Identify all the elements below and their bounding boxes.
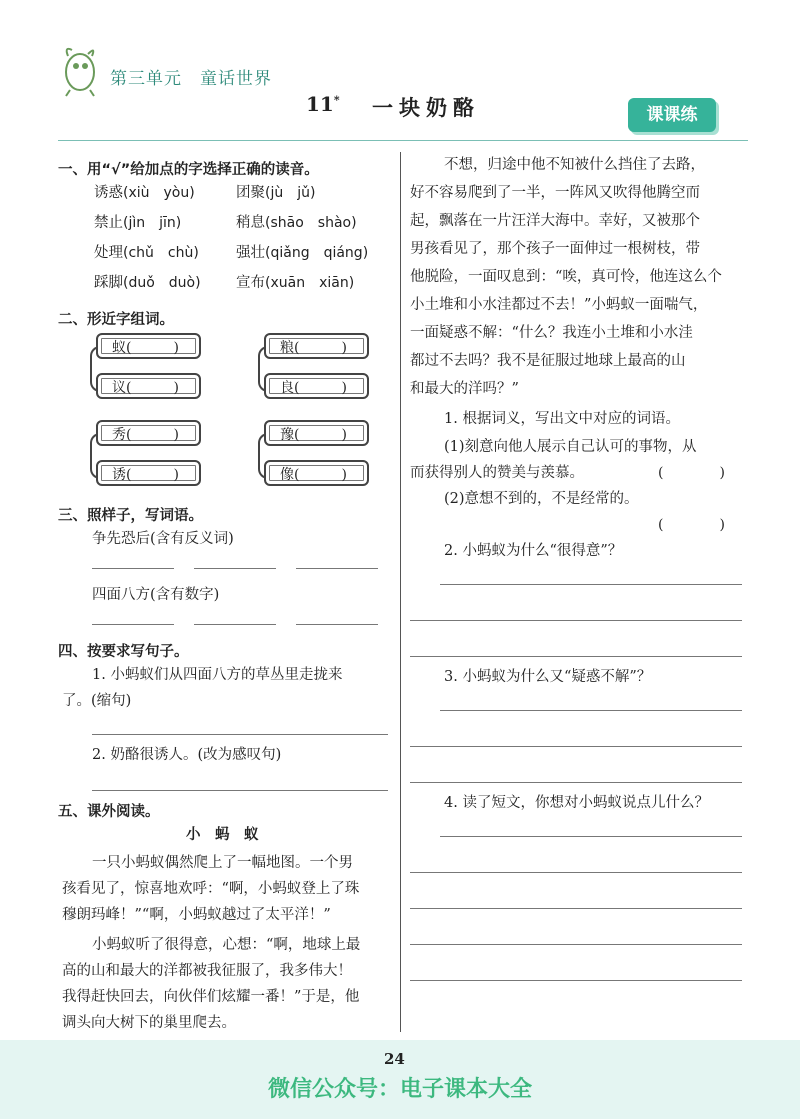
story-line: 我得赶快回去，向伙伴们炫耀一番！”于是，他 <box>62 989 360 1005</box>
word-box[interactable]: 诱( ) <box>96 460 201 486</box>
pinyin-item[interactable]: 强壮(qiǎng qiáng) <box>236 245 369 261</box>
question-text: 1. 小蚂蚁们从四面八方的草丛里走拢来 <box>92 667 343 683</box>
word-box[interactable]: 豫( ) <box>264 420 369 446</box>
word-box[interactable]: 粮( ) <box>264 333 369 359</box>
pinyin-item[interactable]: 团聚(jù jǔ) <box>236 185 316 201</box>
section-5-title: 五、课外阅读。 <box>58 804 160 820</box>
word-box[interactable]: 议( ) <box>96 373 201 399</box>
question-3: 3. 小蚂蚁为什么又“疑惑不解”？ <box>444 669 652 685</box>
answer-line[interactable] <box>296 624 378 625</box>
page-number: 24 <box>384 1050 405 1068</box>
unit-title: 第三单元 童话世界 <box>110 69 272 89</box>
header-divider <box>58 140 748 141</box>
answer-line[interactable] <box>410 944 742 945</box>
column-divider <box>400 152 401 1032</box>
word-box[interactable]: 秀( ) <box>96 420 201 446</box>
section-3-title: 三、照样子，写词语。 <box>58 508 203 524</box>
question-text: 2. 奶酪很诱人。(改为感叹句) <box>92 747 282 763</box>
pinyin-item[interactable]: 诱惑(xiù yòu) <box>94 185 195 201</box>
story-line: 一面疑惑不解：“什么？我连小土堆和小水洼 <box>410 325 693 341</box>
watermark-text: 微信公众号：电子课本大全 <box>267 1077 532 1102</box>
story-line: 一只小蚂蚁偶然爬上了一幅地图。一个男 <box>92 855 353 871</box>
answer-line[interactable] <box>410 620 742 621</box>
story-line: 不想，归途中他不知被什么挡住了去路， <box>444 157 705 173</box>
answer-line[interactable] <box>410 746 742 747</box>
story-line: 好不容易爬到了一半，一阵风又吹得他腾空而 <box>410 185 700 201</box>
lesson-number: 11* <box>306 92 340 116</box>
pinyin-item[interactable]: 禁止(jìn jīn) <box>94 215 182 231</box>
answer-paren[interactable]: ( ) <box>658 465 725 481</box>
story-line: 小土堆和小水洼都过不去！”小蚂蚁一面喘气， <box>410 297 708 313</box>
answer-line[interactable] <box>194 624 276 625</box>
story-line: 和最大的洋吗？” <box>410 381 519 397</box>
pinyin-item[interactable]: 踩脚(duǒ duò) <box>94 275 201 291</box>
question-1: 1. 根据词义，写出文中对应的词语。 <box>444 411 680 427</box>
answer-line[interactable] <box>194 568 276 569</box>
story-line: 起，飘落在一片汪洋大海中。幸好，又被那个 <box>410 213 700 229</box>
word-box[interactable]: 良( ) <box>264 373 369 399</box>
answer-line[interactable] <box>440 836 742 837</box>
practice-badge: 课课练 <box>628 98 716 132</box>
story-line: 都过不去吗？我不是征服过地球上最高的山 <box>410 353 686 369</box>
question-1-1: (1)刻意向他人展示自己认可的事物，从 <box>444 439 697 455</box>
story-line: 他脱险，一面叹息到：“唉，真可怜，他连这么个 <box>410 269 722 285</box>
example-2: 四面八方(含有数字) <box>92 587 220 603</box>
story-line: 调头向大树下的巢里爬去。 <box>62 1015 236 1031</box>
pinyin-item[interactable]: 处理(chǔ chù) <box>94 245 199 261</box>
story-line: 小蚂蚁听了很得意，心想：“啊，地球上最 <box>92 937 361 953</box>
answer-line[interactable] <box>440 710 742 711</box>
question-1-1: 而获得别人的赞美与羡慕。 <box>410 465 584 481</box>
answer-line[interactable] <box>296 568 378 569</box>
cartoon-logo-icon <box>58 44 104 98</box>
section-1-title: 一、用“√”给加点的字选择正确的读音。 <box>58 162 319 178</box>
answer-line[interactable] <box>410 980 742 981</box>
answer-line[interactable] <box>92 790 388 791</box>
section-2-title: 二、形近字组词。 <box>58 312 174 328</box>
story-line: 高的山和最大的洋都被我征服了，我多伟大！ <box>62 963 352 979</box>
answer-line[interactable] <box>410 908 742 909</box>
story-line: 男孩看见了，那个孩子一面伸过一根树枝，带 <box>410 241 700 257</box>
answer-line[interactable] <box>92 624 174 625</box>
question-text: 了。(缩句) <box>62 693 132 709</box>
word-box[interactable]: 蚁( ) <box>96 333 201 359</box>
lesson-title: 一块奶酪 <box>372 95 480 120</box>
story-line: 孩看见了，惊喜地欢呼：“啊，小蚂蚁登上了珠 <box>62 881 360 897</box>
story-line: 穆朗玛峰！”“啊，小蚂蚁越过了太平洋！” <box>62 907 331 923</box>
answer-line[interactable] <box>440 584 742 585</box>
pinyin-item[interactable]: 稍息(shāo shào) <box>236 215 357 231</box>
answer-line[interactable] <box>410 872 742 873</box>
answer-line[interactable] <box>410 656 742 657</box>
answer-line[interactable] <box>410 782 742 783</box>
answer-line[interactable] <box>92 568 174 569</box>
question-4: 4. 读了短文，你想对小蚂蚁说点儿什么？ <box>444 795 709 811</box>
answer-line[interactable] <box>92 734 388 735</box>
section-4-title: 四、按要求写句子。 <box>58 644 189 660</box>
question-2: 2. 小蚂蚁为什么“很得意”？ <box>444 543 623 559</box>
example-1: 争先恐后(含有反义词) <box>92 531 234 547</box>
question-1-2: (2)意想不到的，不是经常的。 <box>444 491 639 507</box>
story-title: 小 蚂 蚁 <box>186 826 259 843</box>
answer-paren[interactable]: ( ) <box>658 517 725 533</box>
word-box[interactable]: 像( ) <box>264 460 369 486</box>
pinyin-item[interactable]: 宣布(xuān xiān) <box>236 275 355 291</box>
